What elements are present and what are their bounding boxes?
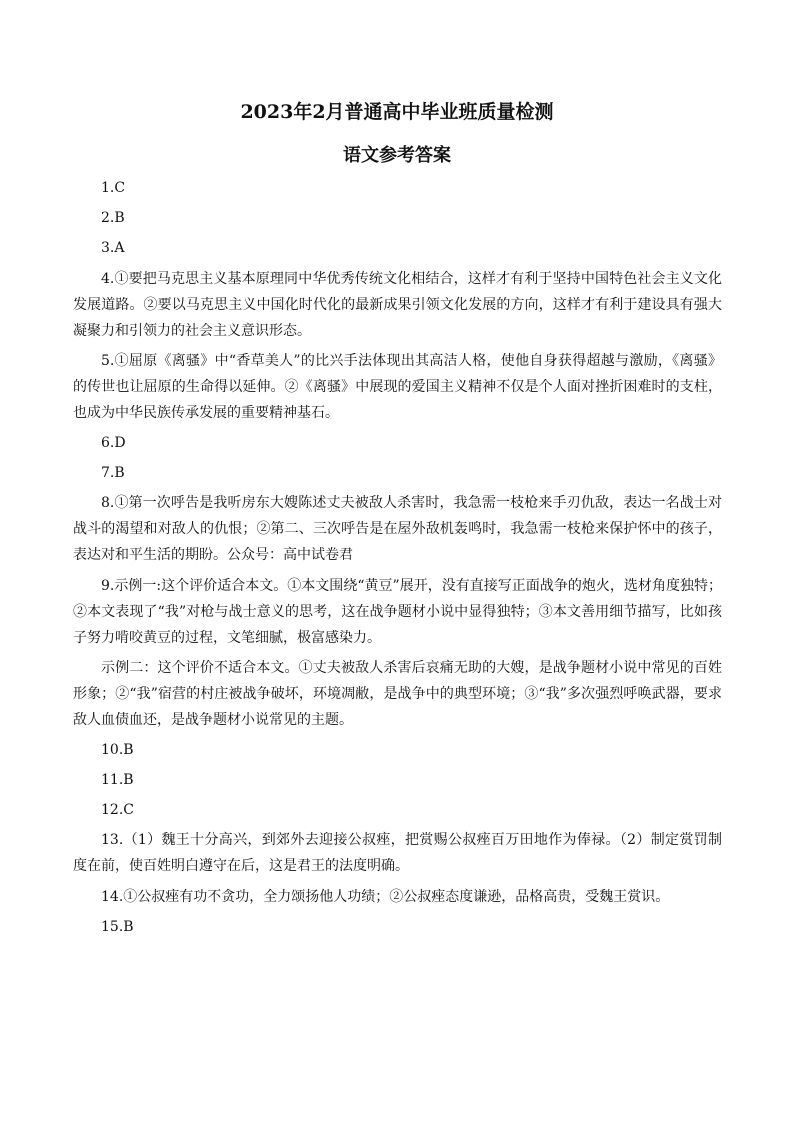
answer-item-7: 7.B [101,465,125,482]
answer-item-10: 10.B [101,741,134,758]
answer-item-14: 14.①公叔痤有功不贪功，全力颂扬他人功绩；②公叔痤态度谦逊，品格高贵，受魏王赏识。 [101,888,670,905]
answer-item-15: 15.B [101,918,134,935]
answer-item-1: 1.C [101,180,126,196]
answer-item-13: 13.（1）魏王十分高兴，到郊外去迎接公叔痤，把赏赐公叔痤百万田地作为俸禄。（2）制定赏罚制度在前，使百姓明白遵守在后，这是君王的法度明确。 [73,832,722,875]
answer-list [73,175,722,944]
document-subtitle: 语文参考答案 [343,145,451,166]
answer-item-8: 8.①第一次呼告是我听房东大嫂陈述丈夫被敌人杀害时，我急需一枝枪来手刃仇敌，表达一名战士对战斗的渴望和对敌人的仇恨；②第二、三次呼告是在屋外敌机轰鸣时，我急需一枝枪来保护怀中的孩子，表达对和平生活的期盼。公众号：高中试卷君 [73,495,722,564]
answer-item-2: 2.B [101,210,125,227]
answer-item-3: 3.A [101,240,125,257]
answer-item-5: 5.①屈原《离骚》中“香草美人”的比兴手法体现出其高洁人格，使他自身获得超越与激励，《离骚》的传世也让屈原的生命得以延伸。②《离骚》中展现的爱国主义精神不仅是个人面对挫折困难时的支柱，也成为中华民族传承发展的重要精神基石。 [73,352,722,421]
answer-item-11: 11.B [101,772,134,789]
document-title: 2023年2月普通高中毕业班质量检测 [240,101,554,123]
answer-item-6: 6.D [101,434,126,451]
answer-item-4: 4.①要把马克思主义基本原理同中华优秀传统文化相结合，这样才有利于坚持中国特色社会主义文化发展道路。②要以马克思主义中国化时代化的最新成果引领文化发展的方向，这样才有利于建设具有强大凝聚力和引领力的社会主义意识形态。 [73,270,722,339]
answer-item-12: 12.C [101,802,134,819]
answer-item-9-example-2: 示例二：这个评价不适合本文。①丈夫被敌人杀害后哀痛无助的大嫂，是战争题材小说中常见的百姓形象；②“我”宿营的村庄被战争破坏，环境凋敝，是战争中的典型环境；③“我”多次强烈呼唤武器，要求敌人血债血还，是战争题材小说常见的主题。 [73,659,722,728]
answer-item-9-example-1: 9.示例一:这个评价适合本文。①本文围绕“黄豆”展开，没有直接写正面战争的炮火，选材角度独特；②本文表现了“我”对枪与战士意义的思考，这在战争题材小说中显得独特；③本文善用细节描写，比如孩子努力啃咬黄豆的过程，文笔细腻，极富感染力。 [73,577,722,646]
